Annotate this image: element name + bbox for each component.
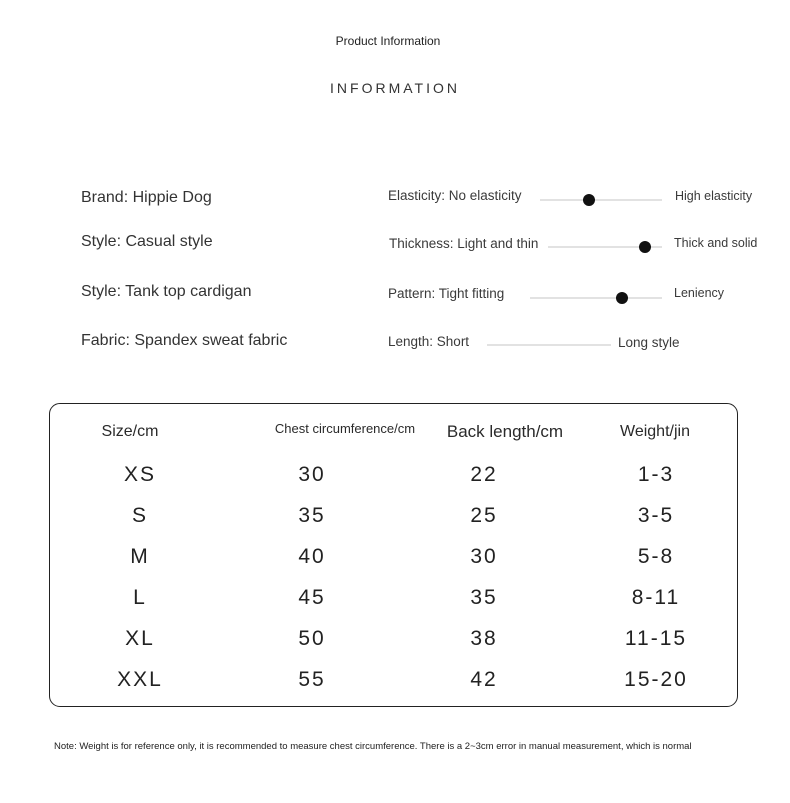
cell-weight: 1-3: [637, 463, 675, 486]
scale-elasticity-max: High elasticity: [675, 189, 753, 203]
cell-size: L: [133, 586, 147, 609]
cell-chest: 40: [298, 545, 326, 568]
scale-thickness-max: Thick and solid: [674, 236, 758, 250]
scale-thickness-knob: [639, 241, 651, 253]
header-chest: Chest circumference/cm: [274, 421, 416, 436]
scale-length-track: [487, 344, 611, 346]
scale-thickness-label: Thickness: Light and thin: [389, 236, 539, 251]
cell-weight: 11-15: [624, 627, 688, 650]
cell-weight: 5-8: [637, 545, 675, 568]
attribute-brand: Brand: Hippie Dog: [81, 189, 212, 206]
cell-size: XXL: [117, 668, 163, 691]
page-title: Product Information: [335, 34, 441, 48]
cell-size: XS: [123, 463, 156, 486]
cell-size: XL: [125, 627, 155, 650]
cell-chest: 45: [298, 586, 326, 609]
scale-length-max: Long style: [618, 335, 680, 350]
cell-chest: 35: [298, 504, 326, 527]
scale-pattern-track: [530, 297, 662, 299]
cell-chest: 50: [298, 627, 326, 650]
cell-chest: 55: [298, 668, 326, 691]
scale-length-label: Length: Short: [388, 334, 470, 349]
section-heading: INFORMATION: [330, 80, 460, 96]
header-size: Size/cm: [101, 423, 159, 440]
scale-pattern-label: Pattern: Tight fitting: [388, 286, 505, 301]
cell-back-length: 25: [470, 504, 498, 527]
cell-chest: 30: [298, 463, 326, 486]
scale-elasticity-track: [540, 199, 662, 201]
cell-back-length: 30: [470, 545, 498, 568]
scale-elasticity-label: Elasticity: No elasticity: [388, 188, 522, 203]
cell-weight: 15-20: [624, 668, 688, 691]
cell-back-length: 42: [470, 668, 498, 691]
header-back-length: Back length/cm: [446, 422, 564, 441]
scale-pattern-knob: [616, 292, 628, 304]
cell-size: S: [131, 504, 148, 527]
cell-size: M: [130, 545, 150, 568]
cell-back-length: 22: [470, 463, 498, 486]
cell-weight: 8-11: [631, 586, 681, 609]
footnote: Note: Weight is for reference only, it is recommended to measure chest circumference. There is a 2~3cm error in manual measurement, which is normal: [54, 741, 692, 752]
cell-weight: 3-5: [637, 504, 675, 527]
scale-pattern-max: Leniency: [674, 286, 725, 300]
size-table: [49, 403, 738, 707]
scale-elasticity-knob: [583, 194, 595, 206]
cell-back-length: 38: [470, 627, 498, 650]
attribute-fabric: Fabric: Spandex sweat fabric: [81, 332, 288, 349]
cell-back-length: 35: [470, 586, 498, 609]
attribute-style: Style: Casual style: [81, 233, 213, 250]
header-weight: Weight/jin: [620, 423, 690, 440]
attribute-style-type: Style: Tank top cardigan: [81, 283, 252, 300]
scale-thickness-track: [548, 246, 662, 248]
